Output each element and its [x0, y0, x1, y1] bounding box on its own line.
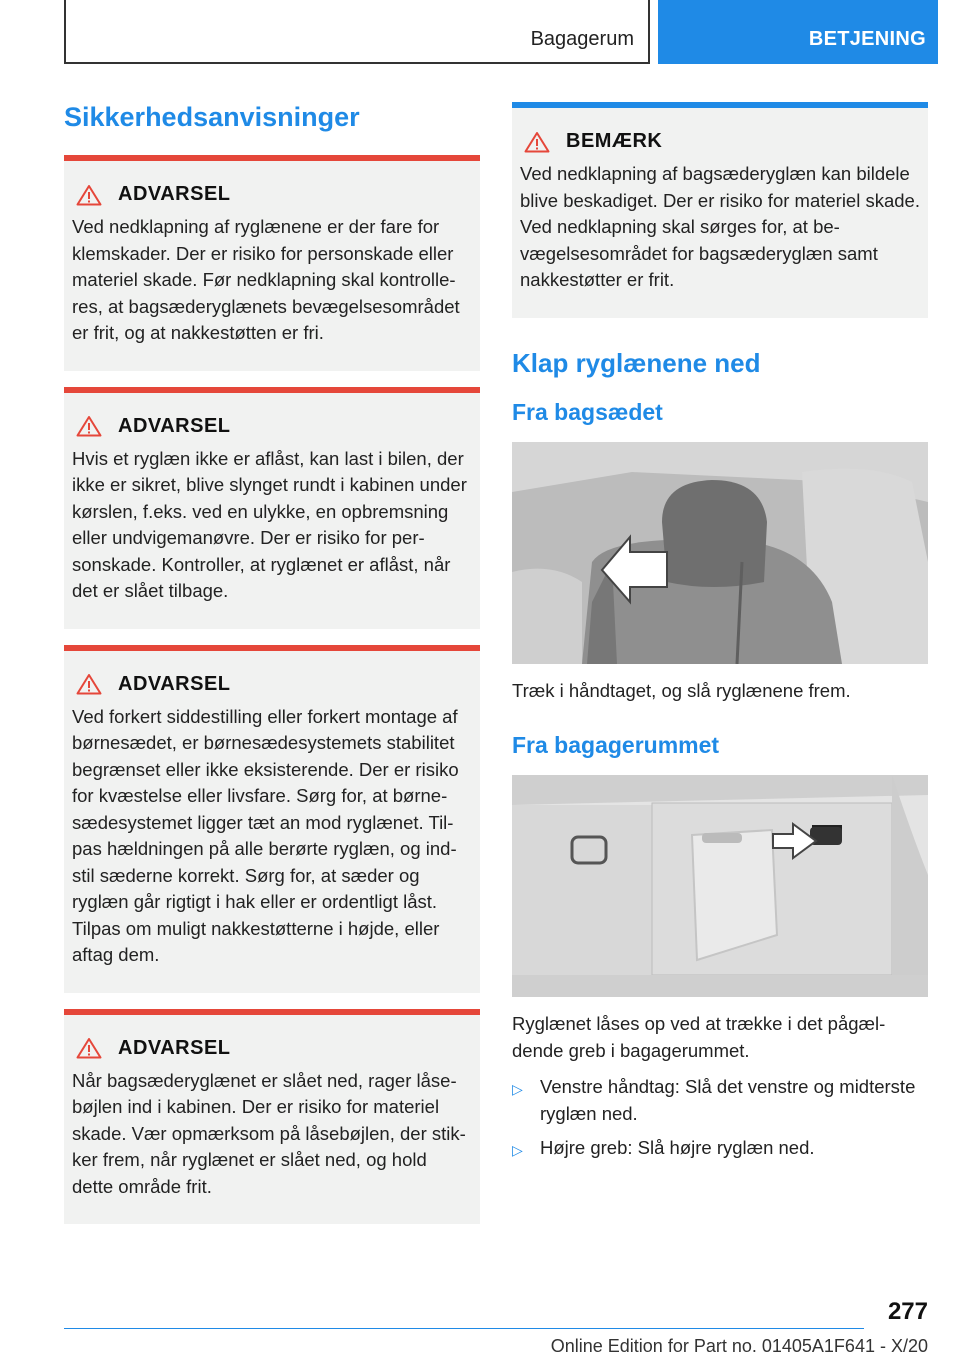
warning-header: [76, 415, 472, 438]
list-item-text: Venstre håndtag: Slå det venstre og midterste ryglæn ned.: [540, 1076, 916, 1124]
warning-label: ADVARSEL: [118, 1036, 231, 1059]
trunk-instruction: Ryglænet låses op ved at trække i det pågældende greb i bagagerummet.: [512, 1013, 886, 1061]
warning-triangle-icon: [76, 184, 102, 206]
figure-trunk-handle: [512, 775, 928, 997]
rear-seat-illustration: [512, 442, 928, 664]
warning-label: ADVARSEL: [118, 414, 231, 437]
trunk-illustration: [512, 775, 928, 997]
warning-text: Ved nedklapning af ryglænene er der fare for klemskader. Der er risiko for personskade eller materiel skade. Før nedklapning skal kontrolleres, at bagsæderyglænets bevægelsesområdet er frit, og at nakkestøtten er fri.: [72, 216, 460, 343]
warning-box-1: [64, 155, 480, 371]
header-chapter-title: BETJENING: [808, 28, 926, 50]
warning-text: Når bagsæderyglænet er slået ned, rager låsebøjlen ind i kabinen. Der er risiko for materiel skade. Vær opmærksom på låsebøjlen, der stikker frem, når ryglænet er slået ned, og hold dette område frit.: [72, 1069, 466, 1197]
warning-triangle-icon: [76, 673, 102, 695]
header-section-title: Bagagerum: [530, 28, 634, 50]
header-section-box: [64, 0, 650, 64]
warning-triangle-icon: [76, 415, 102, 437]
warning-triangle-icon: [76, 1037, 102, 1059]
list-item: [512, 1135, 928, 1164]
warning-label: ADVARSEL: [118, 183, 231, 205]
warning-header: [76, 1037, 472, 1060]
warning-header: [76, 183, 472, 206]
warning-label: ADVARSEL: [118, 672, 231, 695]
note-label: BEMÆRK: [566, 130, 663, 152]
left-column: [64, 100, 480, 1240]
warning-header: [76, 673, 472, 696]
page-number: 277: [887, 1298, 928, 1325]
note-text: Ved nedklapning af bagsæderyglæn kan bildele blive beskadiget. Der er risiko for materiel skade. Ved nedklapning skal sørges for, at bevægelsesområdet for bagsæderyglæn samt nakkestøtter er frit.: [520, 163, 920, 290]
note-header: [524, 130, 920, 153]
warning-box-2: [64, 387, 480, 629]
subsection-title-rear-seat: Fra bagsædet: [512, 398, 663, 425]
footer-divider: [64, 1328, 864, 1329]
rear-seat-instruction: Træk i håndtaget, og slå ryglænene frem.: [512, 679, 851, 701]
footer-edition-text: Online Edition for Part no. 01405A1F641 - X/20: [550, 1336, 928, 1356]
trunk-bullet-list: [512, 1074, 928, 1164]
list-item-text: Højre greb: Slå højre ryglæn ned.: [540, 1137, 815, 1158]
list-item: [512, 1074, 928, 1127]
warning-text: Hvis et ryglæn ikke er aflåst, kan last i bilen, der ikke er sikret, blive slynget rundt i kabinen under kørslen, f.eks. ved en ulykke, en opbremsning eller undvigemanøvre. Der er risiko for personskade. Kontroller, at ryglænet er aflåst, når det er slået tilbage.: [72, 447, 467, 601]
warning-triangle-icon: [524, 131, 550, 153]
note-box: [512, 102, 928, 318]
section-title: Klap ryglænene ned: [512, 347, 761, 378]
page-title: Sikkerhedsanvisninger: [64, 102, 360, 132]
warning-box-3: [64, 645, 480, 993]
subsection-title-trunk: Fra bagagerummet: [512, 732, 720, 758]
figure-rear-seat-handle: [512, 442, 928, 664]
warning-text: Ved forkert siddestilling eller forkert montage af børnesædet, er børnesædesystemets stabilitet begrænset eller ikke eksisterende. Der er risiko for kvæstelse eller livsfare. Sørg for, at børnesædesystemet ligger tæt an mod ryglænet. Tilpas hældningen på alle berørte ryglæn, og indstil sæderne korrekt. Sørg for, at sæder og ryglæn går rigtigt i hak eller er ordentligt låst. Tilpas om muligt nakkestøtterne i højde, eller aftag dem.: [72, 705, 459, 965]
header-chapter-tab: [658, 0, 938, 64]
warning-box-4: [64, 1009, 480, 1225]
triangle-right-icon: ▷: [512, 1142, 523, 1158]
triangle-right-icon: ▷: [512, 1081, 523, 1097]
right-column: [512, 102, 928, 1172]
